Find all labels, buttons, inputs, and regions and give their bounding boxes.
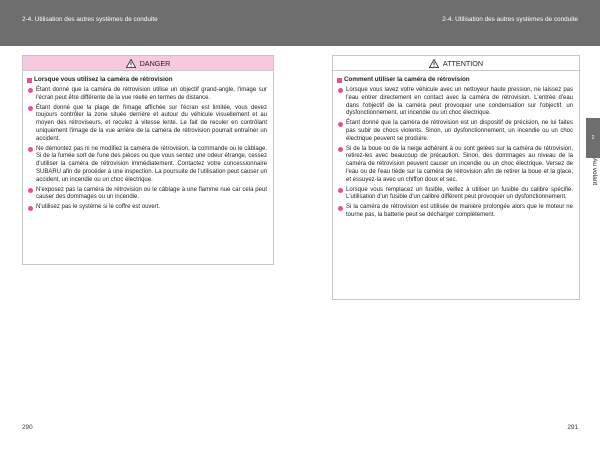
bullet-dot-icon xyxy=(338,206,343,211)
header-left-title: 2-4. Utilisation des autres systèmes de conduite xyxy=(22,16,158,23)
header-bar xyxy=(0,0,600,46)
list-item: N'exposez pas la caméra de rétrovision ou le câblage à une flamme nue car cela peut causer des dommages ou un incendie. xyxy=(27,187,267,203)
attention-box xyxy=(332,55,580,300)
bullet-dot-icon xyxy=(338,88,343,93)
list-item: Ne démontez pas ni ne modifiez la caméra de rétrovision, la commande ou le câblage. Si de la fumée sort de l'une des pièces ou que vous sentez une odeur étrange, cessez d'utiliser la caméra de rétrovision immédiatement. Contactez votre concessionnaire SUBARU afin de procéder à une inspection. La poursuite de l'utilisation peut causer un accident, un incendie ou un choc électrique. xyxy=(27,146,267,185)
attention-label: ATTENTION xyxy=(442,58,484,68)
chapter-number: 2 xyxy=(591,135,595,141)
caution-triangle-icon xyxy=(429,59,439,68)
list-item: Étant donné que la caméra de rétrovision utilise un objectif grand-angle, l'image sur l'écran peut être différente de la vue réelle en termes de distance. xyxy=(27,87,267,103)
bullet-dot-icon xyxy=(28,147,33,152)
bullet-dot-icon xyxy=(338,188,343,193)
danger-header xyxy=(23,56,273,71)
page-number-right: 291 xyxy=(567,424,578,431)
bullet-dot-icon xyxy=(28,106,33,111)
chapter-label: Au volant xyxy=(591,158,598,186)
list-item: Lorsque vous lavez votre véhicule avec un nettoyeur haute pression, ne laissez pas l'eau entrer directement en contact avec la caméra de rétrovision. L'entrée d'eau dans l'objectif de la caméra peut provoquer une condensation sur l'objectif, un dysfonctionnement, un incendie ou un choc électrique. xyxy=(337,87,573,118)
bullet-dot-icon xyxy=(28,206,33,211)
danger-label: DANGER xyxy=(139,58,171,68)
list-item: Étant donné que la plage de l'image affichée sur l'écran est limitée, vous devez toujours contrôler la zone située derrière et autour du véhicule visuellement et au moyen des rétroviseurs, et reculez à vitesse lente. Le fait de reculer en contrôlant uniquement l'image de la vue arrière de la caméra de rétrovision pourrait entraîner un accident. xyxy=(27,105,267,144)
attention-section-title-text: Comment utiliser la caméra de rétrovision xyxy=(344,76,470,83)
danger-section-title-text: Lorsque vous utilisez la caméra de rétrovision xyxy=(34,76,173,83)
bullet-dot-icon xyxy=(338,147,343,152)
attention-list xyxy=(337,87,573,220)
list-item: N'utilisez pas le système si le coffre est ouvert. xyxy=(27,204,267,212)
attention-section-title xyxy=(337,76,573,84)
list-item: Lorsque vous remplacez un fusible, veillez à utiliser un fusible du calibre spécifié. L'utilisation d'un fusible d'un calibre différent peut provoquer un dysfonctionnement. xyxy=(337,187,573,203)
danger-list xyxy=(27,87,267,212)
list-item: Si la caméra de rétrovision est utilisée de manière prolongée alors que le moteur ne tourne pas, la batterie peut se décharger complètement. xyxy=(337,204,573,220)
danger-box xyxy=(22,55,274,265)
danger-section-title xyxy=(27,76,267,84)
list-item: Étant donné que la caméra de rétrovision est un dispositif de précision, ne lui faites pas subir de chocs violents. Sinon, un dysfonctionnement, un incendie ou un choc électrique peuvent se produire. xyxy=(337,120,573,143)
warning-triangle-icon xyxy=(126,59,136,68)
list-item: Si de la boue ou de la neige adhèrent à ou sont gelées sur la caméra de rétrovision, retirez-les avec beaucoup de précaution. Sinon, des dommages au niveau de la caméra de rétrovision peuvent causer un incendie ou un choc électrique. Versez de l'eau ou de l'eau tiède sur la caméra de rétrovision afin de retirer la boue et la glace, et essuyez-la avec un chiffon doux et sec. xyxy=(337,146,573,185)
square-bullet-icon xyxy=(27,78,32,83)
chapter-tab[interactable] xyxy=(586,118,600,158)
header-right-title: 2-4. Utilisation des autres systèmes de conduite xyxy=(442,16,578,23)
page-number-left: 290 xyxy=(22,424,33,431)
square-bullet-icon xyxy=(337,78,342,83)
bullet-dot-icon xyxy=(28,88,33,93)
attention-header xyxy=(333,56,579,71)
bullet-dot-icon xyxy=(338,122,343,127)
bullet-dot-icon xyxy=(28,188,33,193)
